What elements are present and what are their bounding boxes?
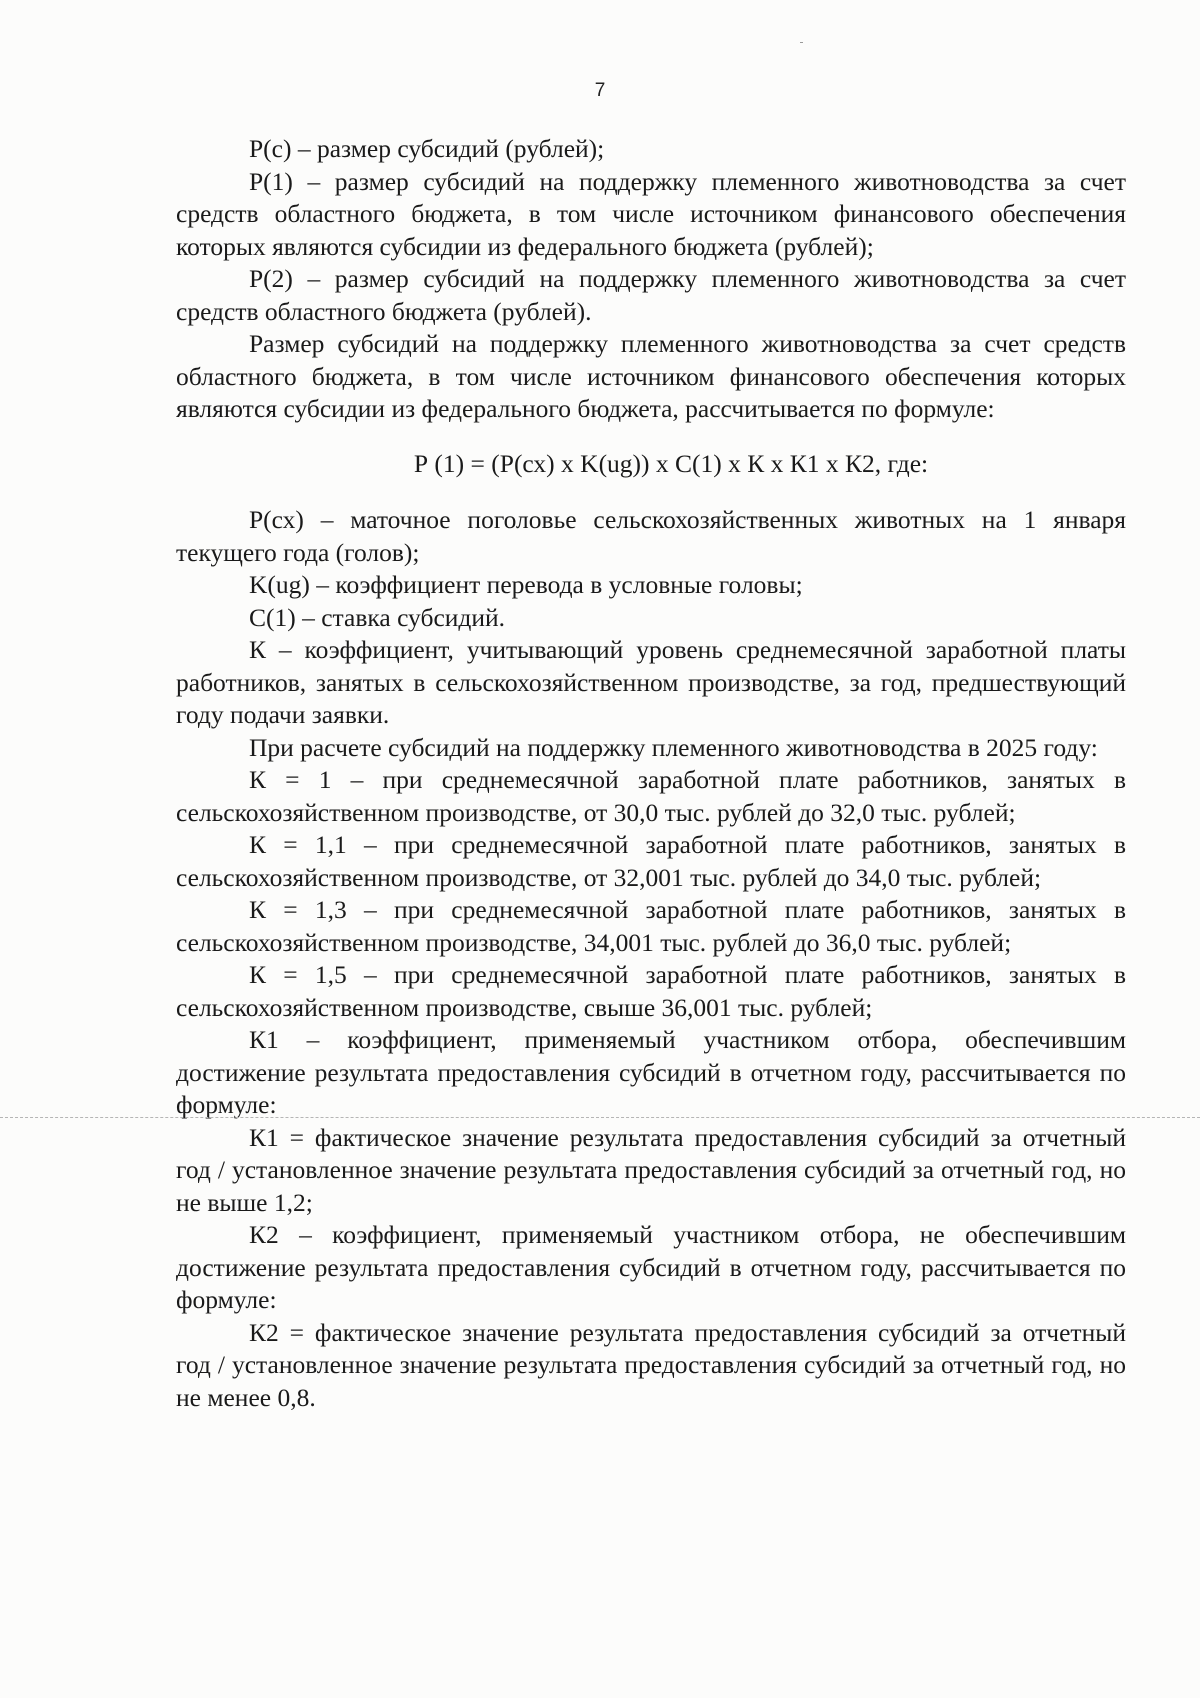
definition-k1: К1 – коэффициент, применяемый участником отбора, обеспечившим достижение результата предоставления субсидий в отчетном году, рассчитывается по формуле: [176, 1025, 1126, 1119]
k-value-1-5: К = 1,5 – при среднемесячной заработной плате работников, занятых в сельскохозяйственном производстве, свыше 36,001 тыс. рублей; [176, 960, 1126, 1022]
formula-k1: К1 = фактическое значение результата предоставления субсидий за отчетный год / установленное значение результата предоставления субсидий за отчетный год, но не выше 1,2; [176, 1122, 1126, 1217]
scan-artifact-line [0, 1117, 1200, 1118]
formula-p-1: Р (1) = (Р(сх) х K(ug)) х С(1) х К х К1 х К2, где: [413, 448, 929, 478]
document-body [176, 133, 1126, 1414]
definition-k: К – коэффициент, учитывающий уровень среднемесячной заработной платы работников, занятых в сельскохозяйственном производстве, за год, предшествующий году подачи заявки. [176, 635, 1126, 729]
k-value-1-3: К = 1,3 – при среднемесячной заработной плате работников, занятых в сельскохозяйственном производстве, 34,001 тыс. рублей до 36,0 тыс. рублей; [176, 895, 1126, 957]
definition-p-c: Р(с) – размер субсидий (рублей); [249, 134, 605, 163]
formula-intro: Размер субсидий на поддержку племенного животноводства за счет средств областного бюджета, в том числе источником финансового обеспечения которых являются субсидии из федерального бюджета, рассчитывается по формуле: [176, 329, 1126, 423]
formula-k2: К2 = фактическое значение результата предоставления субсидий за отчетный год / установленное значение результата предоставления субсидий за отчетный год, но не менее 0,8. [176, 1317, 1126, 1412]
k-value-1-1: К = 1,1 – при среднемесячной заработной плате работников, занятых в сельскохозяйственном производстве, от 32,001 тыс. рублей до 34,0 тыс. рублей; [176, 830, 1126, 892]
definition-p-1: Р(1) – размер субсидий на поддержку племенного животноводства за счет средств областного бюджета, в том числе источником финансового обеспечения которых являются субсидии из федерального бюджета (рублей); [176, 166, 1126, 261]
page-number: 7 [594, 80, 606, 101]
definition-c-1: С(1) – ставка субсидий. [249, 602, 506, 632]
definition-k2: К2 – коэффициент, применяемый участником отбора, не обеспечившим достижение результата предоставления субсидий в отчетном году, рассчитывается по формуле: [176, 1220, 1126, 1314]
calculation-2025-intro: При расчете субсидий на поддержку племенного животноводства в 2025 году: [249, 732, 1098, 762]
scan-speck [800, 42, 803, 43]
definition-p-cx: Р(сх) – маточное поголовье сельскохозяйственных животных на 1 января текущего года (голов); [176, 505, 1126, 567]
definition-k-ug: K(ug) – коэффициент перевода в условные головы; [249, 570, 803, 599]
k-value-1: К = 1 – при среднемесячной заработной плате работников, занятых в сельскохозяйственном производстве, от 30,0 тыс. рублей до 32,0 тыс. рублей; [176, 765, 1126, 827]
definition-p-2: Р(2) – размер субсидий на поддержку племенного животноводства за счет средств областного бюджета (рублей). [176, 264, 1126, 326]
